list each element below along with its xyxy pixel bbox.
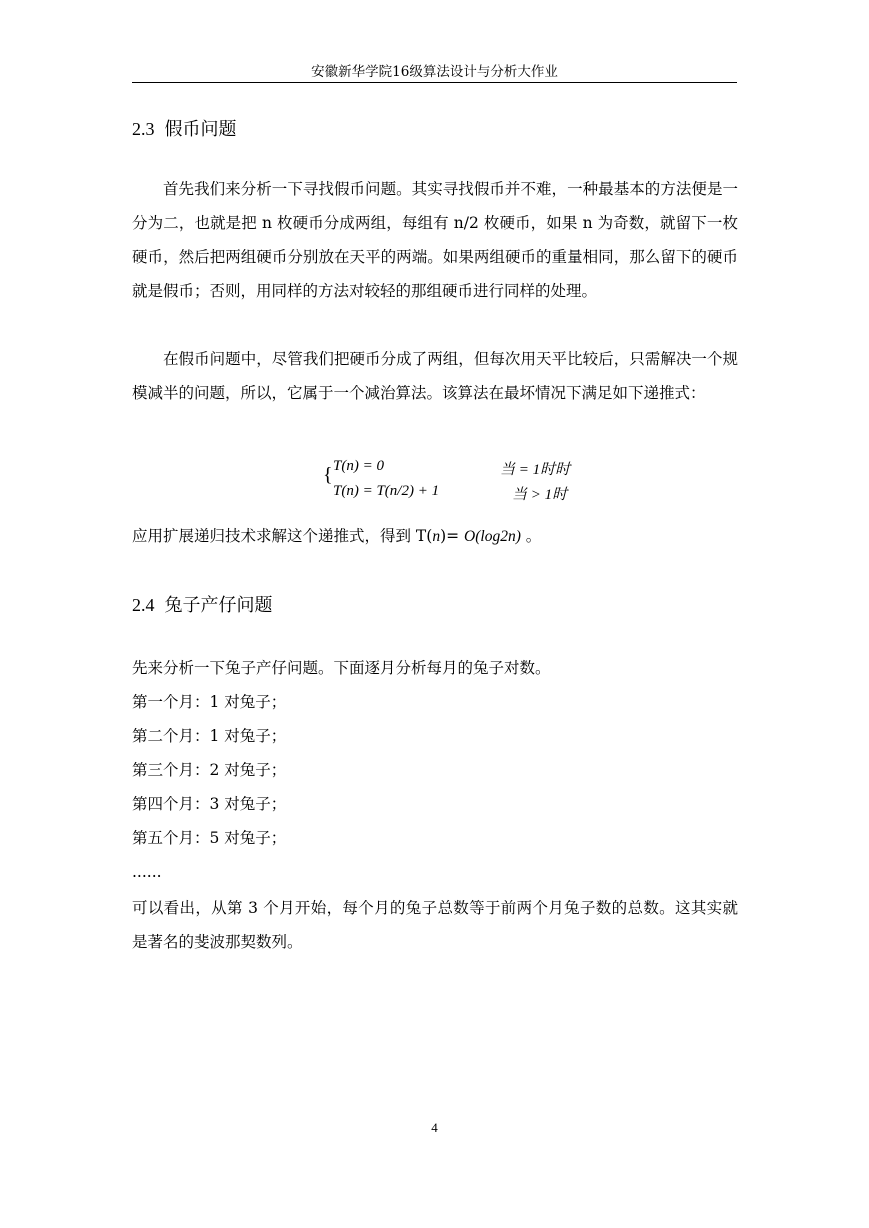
header-rule	[132, 82, 737, 83]
paragraph-fake-coin-1: 首先我们来分析一下寻找假币问题。其实寻找假币并不难，一种最基本的方法便是一分为二，也就是把 n 枚硬币分成两组，每组有 n/2 枚硬币，如果 n 为奇数，就留下一枚硬币，然后把两组硬币分别放在天平的两端。如果两组硬币的重量相同，那么留下的硬币就是假币；否则，用同样的方法对较轻的那组硬币进行同样的处理。	[132, 180, 738, 300]
section-heading-2-3	[132, 118, 237, 141]
result-prefix: 应用扩展递归技术求解这个递推式，得到 T(	[132, 527, 433, 545]
list-item-month-1: 第一个月：1 对兔子；	[132, 693, 287, 711]
result-n: n	[432, 528, 441, 545]
section-number: 2.3	[132, 119, 155, 139]
section-heading-2-4	[132, 594, 273, 617]
result-suffix: 。	[520, 527, 542, 545]
section-number: 2.4	[132, 595, 155, 615]
recurrence-result	[132, 526, 541, 547]
rabbit-conclusion: 可以看出，从第 3 个月开始，每个月的兔子总数等于前两个月兔子数的总数。这其实就是著名的斐波那契数列。	[132, 899, 738, 951]
rabbit-intro: 先来分析一下兔子产仔问题。下面逐月分析每月的兔子对数。	[132, 659, 551, 677]
equation-line1-right: 当 = 1时时	[500, 462, 571, 478]
equation-line2-right: 当 > 1时	[512, 487, 568, 503]
page-number: 4	[431, 1120, 438, 1135]
equation-brace: {	[323, 464, 333, 486]
section-title: 兔子产仔问题	[164, 595, 273, 616]
list-item-month-2: 第二个月：1 对兔子；	[132, 727, 287, 745]
equation-line2-left: T(n) = T(n/2) + 1	[333, 483, 440, 499]
list-item-month-3: 第三个月：2 对兔子；	[132, 761, 287, 779]
ellipsis: ......	[132, 863, 162, 881]
page-header: 安徽新华学院16级算法设计与分析大作业	[311, 64, 558, 80]
result-mid: )=	[440, 527, 465, 545]
paragraph-fake-coin-2: 在假币问题中，尽管我们把硬币分成了两组，但每次用天平比较后，只需解决一个规模减半的问题，所以，它属于一个减治算法。该算法在最坏情况下满足如下递推式：	[132, 350, 738, 402]
list-item-month-5: 第五个月：5 对兔子；	[132, 829, 287, 847]
equation-line1-left: T(n) = 0	[333, 458, 384, 474]
result-complexity: O(log2n)	[464, 528, 521, 545]
section-title: 假币问题	[164, 119, 237, 140]
list-item-month-4: 第四个月：3 对兔子；	[132, 795, 287, 813]
